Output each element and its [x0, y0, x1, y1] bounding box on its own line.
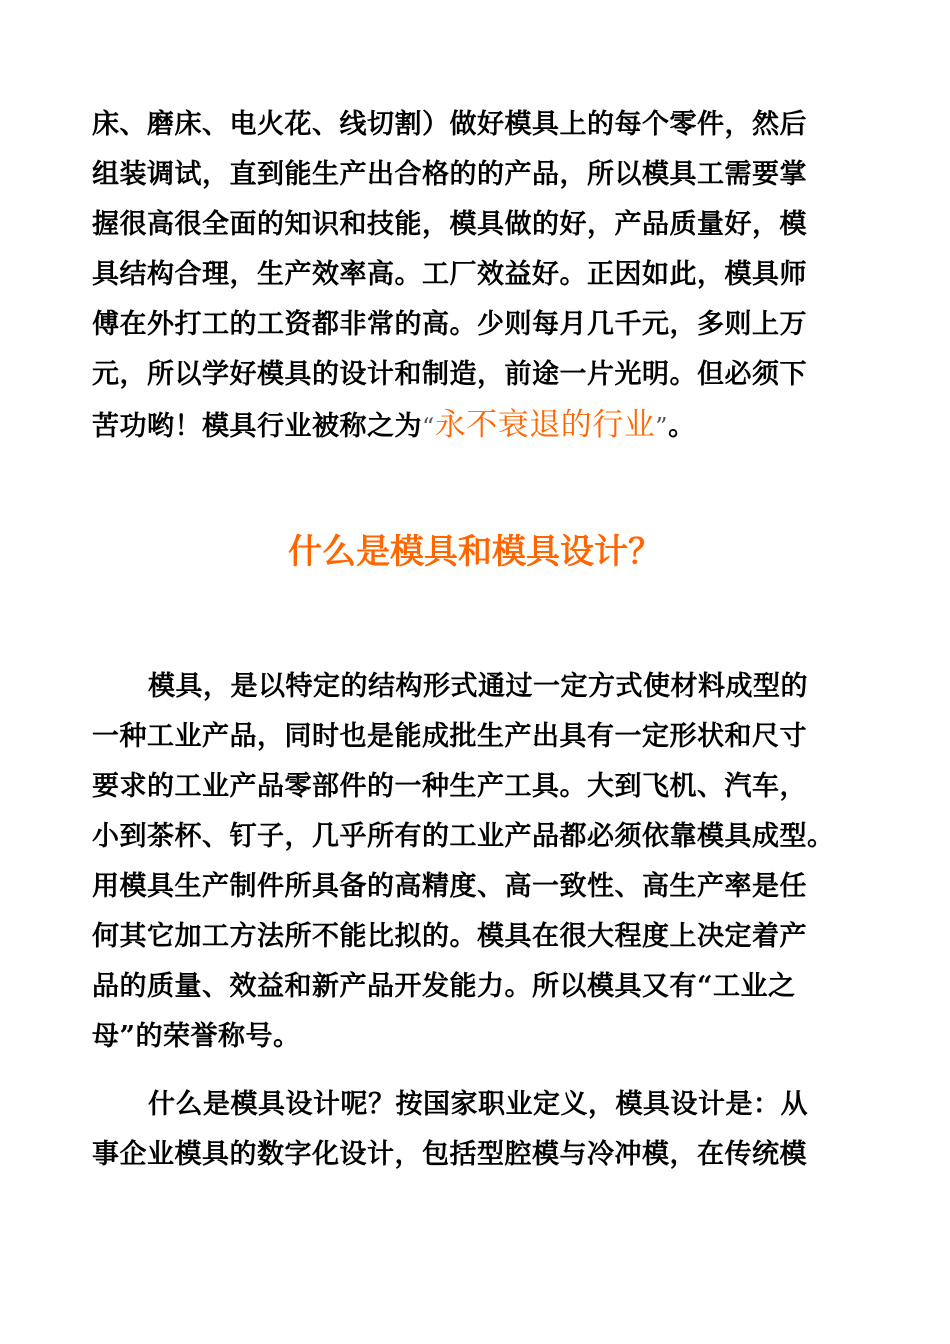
paragraph-mold-definition [92, 662, 862, 1062]
intro-paragraph [92, 100, 862, 450]
text-line: 一种工业产品，同时也是能成批生产出具有一定形状和尺寸 [92, 721, 807, 752]
quote-close: ” [655, 413, 669, 441]
text-line: 小到茶杯、钉子，几乎所有的工业产品都必须依靠模具成型。 [92, 821, 835, 852]
text-line: 握很高很全面的知识和技能，模具做的好，产品质量好，模 [92, 209, 807, 240]
text-line: 母”的荣誉称号。 [92, 1021, 301, 1052]
document-page [92, 100, 862, 1180]
paragraph-mold-design [92, 1080, 862, 1180]
text-line: 床、磨床、电火花、线切割）做好模具上的每个零件，然后 [92, 109, 807, 140]
section-title: 什么是模具和模具设计？ [288, 532, 662, 572]
text-line: 什么是模具设计呢？按国家职业定义，模具设计是：从 [148, 1089, 808, 1120]
quote-open: “ [422, 413, 435, 441]
text-line: 元，所以学好模具的设计和制造，前途一片光明。但必须下 [92, 359, 807, 390]
text-line: 模具，是以特定的结构形式通过一定方式使材料成型的 [148, 671, 808, 702]
text-line-last [92, 400, 862, 450]
text-line: 事企业模具的数字化设计，包括型腔模与冷冲模，在传统模 [92, 1139, 807, 1170]
text-line: 傅在外打工的工资都非常的高。少则每月几千元，多则上万 [92, 309, 807, 340]
text-line: 要求的工业产品零部件的一种生产工具。大到飞机、汽车， [92, 771, 807, 802]
text-fragment: 苦功哟！模具行业被称之为 [92, 411, 422, 442]
highlighted-phrase: 永不衰退的行业 [434, 407, 656, 443]
text-line: 组装调试，直到能生产出合格的的产品，所以模具工需要掌 [92, 159, 807, 190]
text-line: 用模具生产制件所具备的高精度、高一致性、高生产率是任 [92, 871, 807, 902]
text-fragment: 。 [668, 411, 696, 442]
text-line: 何其它加工方法所不能比拟的。模具在很大程度上决定着产 [92, 921, 807, 952]
text-line: 品的质量、效益和新产品开发能力。所以模具又有“工业之 [92, 971, 796, 1002]
text-line: 具结构合理，生产效率高。工厂效益好。正因如此，模具师 [92, 259, 807, 290]
